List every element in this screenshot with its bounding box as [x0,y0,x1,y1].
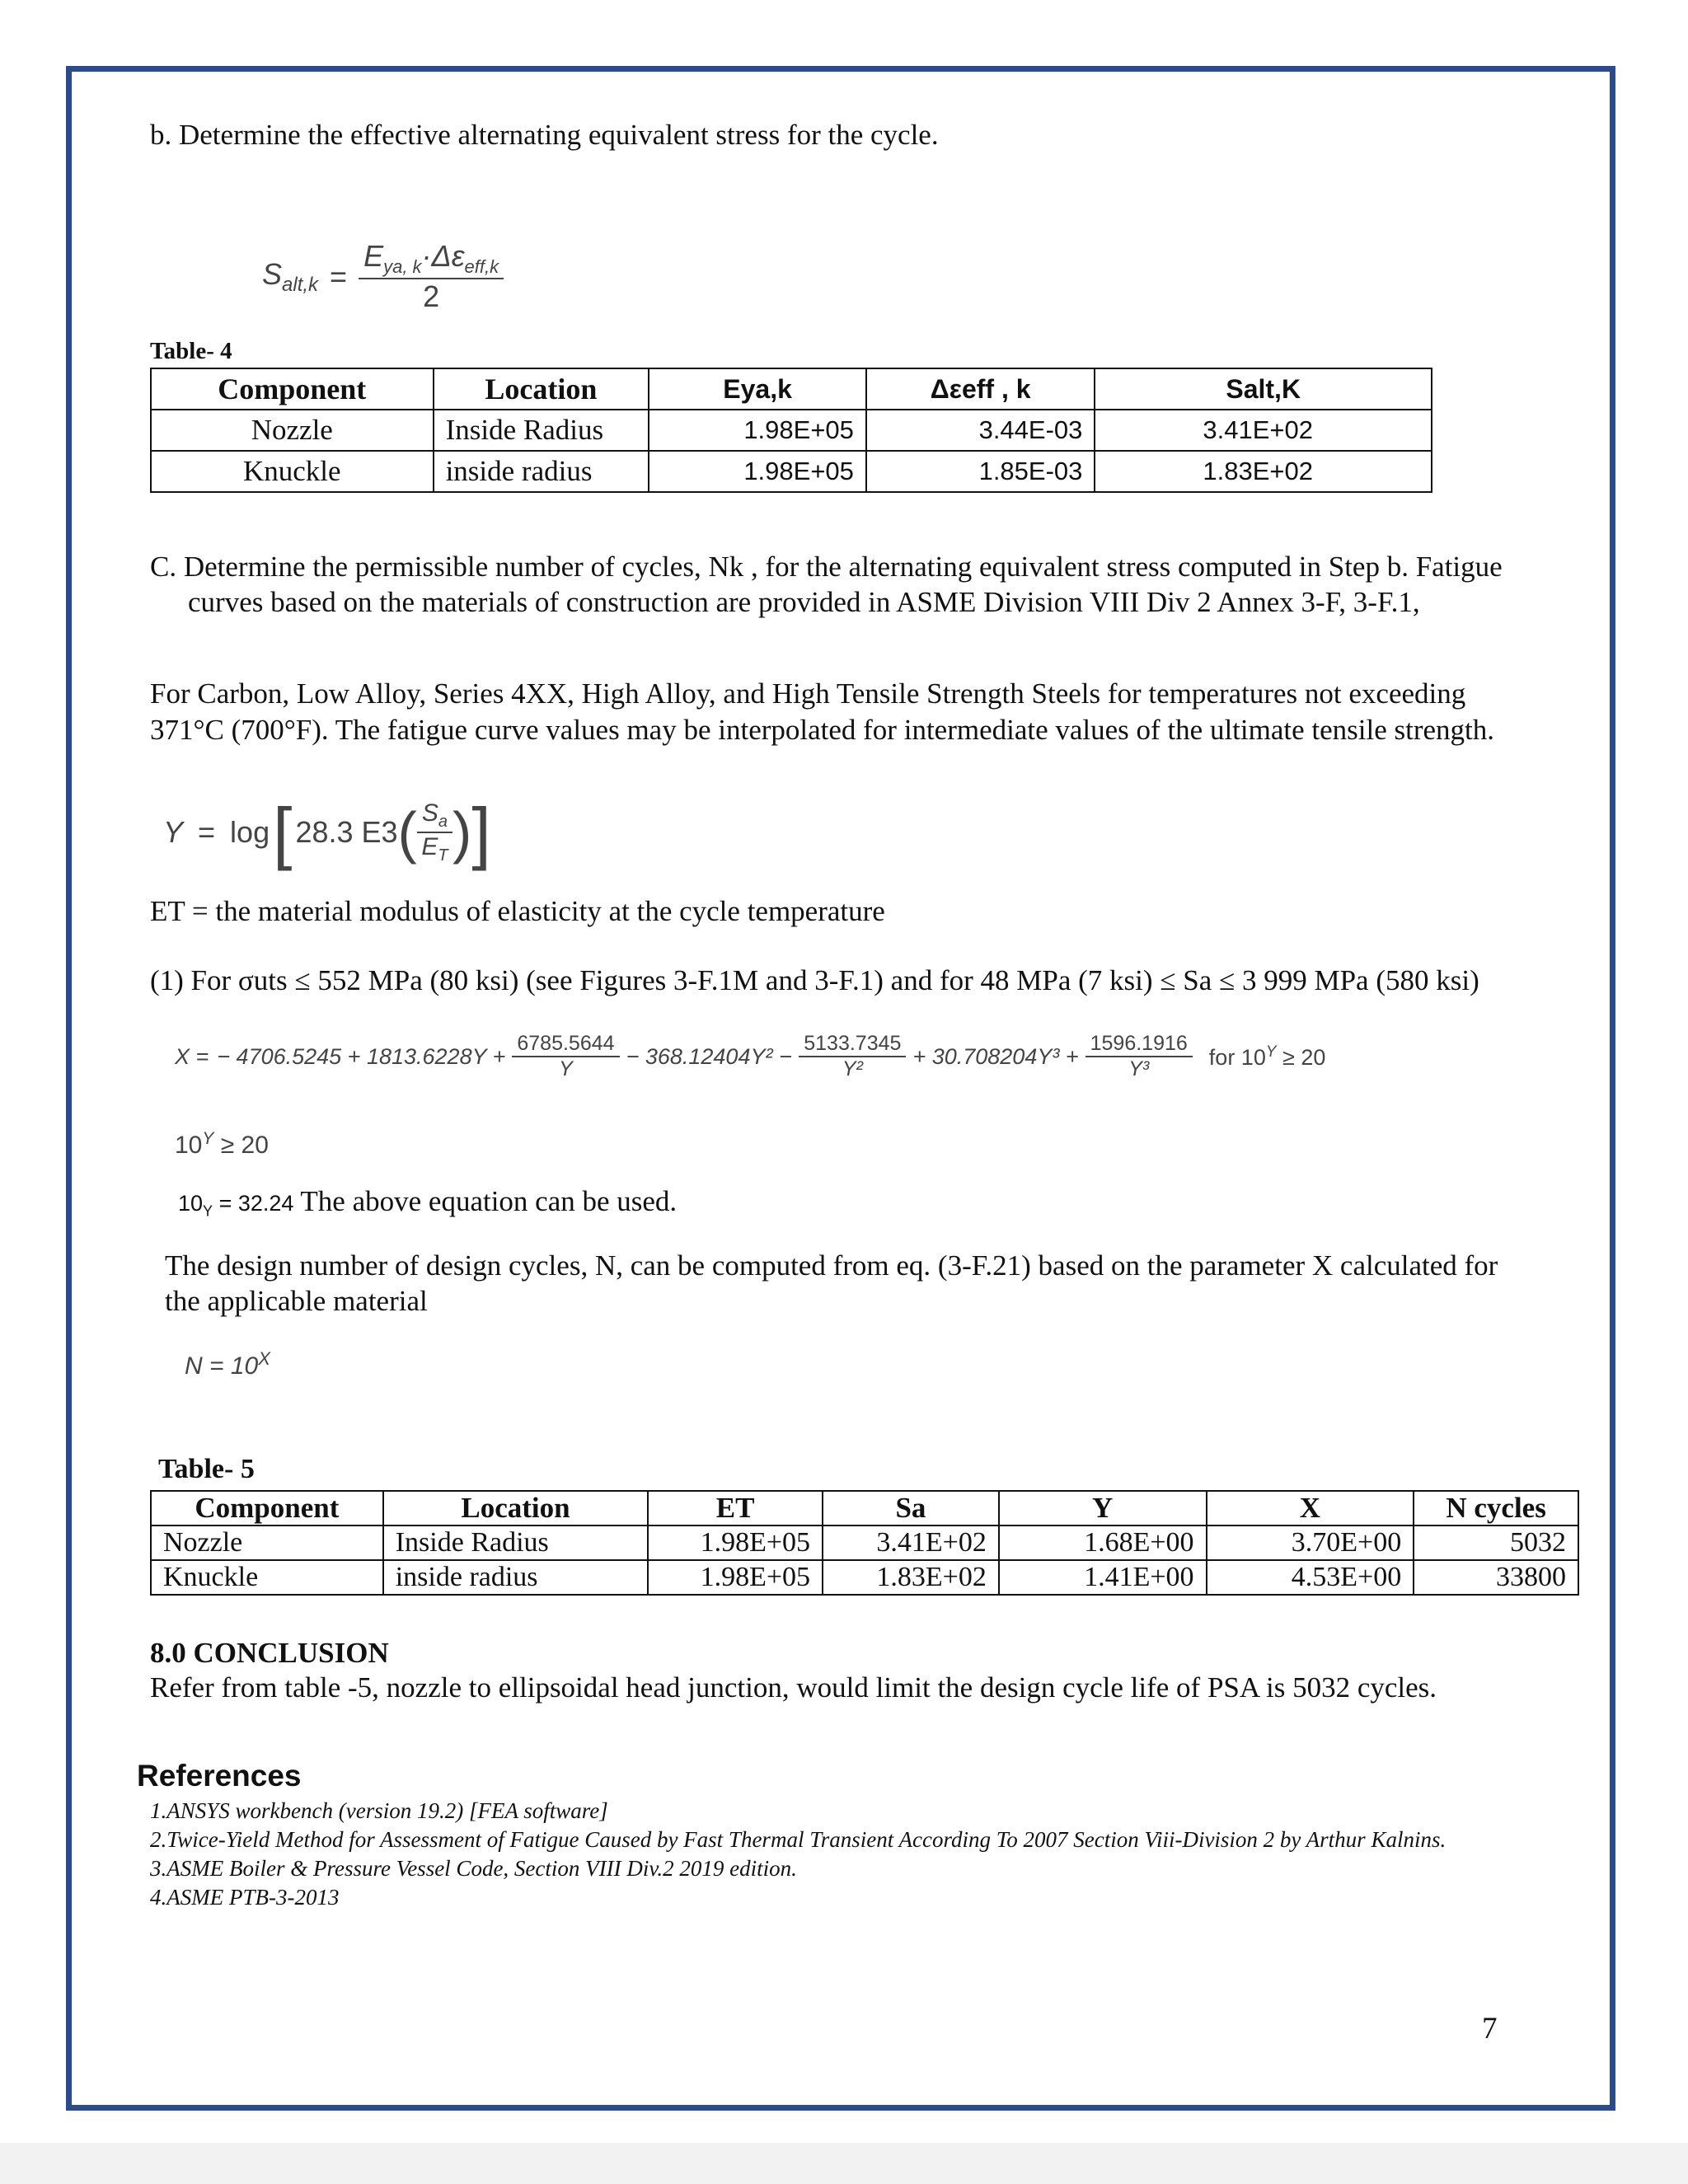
table-cell: 3.70E+00 [1207,1526,1414,1560]
table-cell: 3.44E-03 [866,410,1095,451]
table-header-cell: Sa [823,1491,999,1526]
table-row [151,1526,1578,1560]
table-row [151,451,1432,492]
table-cell: 4.53E+00 [1207,1560,1414,1595]
salt-fraction: $\frac{E_{ya, k}\cdot\Delta\varepsilon_{eff,k}}{2}$ [359,239,504,314]
carbon-para-line-1: For Carbon, Low Alloy, Series 4XX, High Alloy, and High Tensile Strength Steels for temperatures not exceeding [150,677,1466,710]
table-header-cell: Component [151,368,434,410]
table-header-cell: N cycles [1414,1491,1578,1526]
step-c-line-2: curves based on the materials of construction are provided in ASME Division VIII Div 2 Annex 3-F, 3-F.1, [188,586,1420,618]
conclusion-text: Refer from table -5, nozzle to ellipsoidal head junction, would limit the design cycle life of PSA is 5032 cycles. [150,1671,1437,1704]
ten-y-value-line: $10_Y = 32.24$ The above equation can be used. [178,1185,678,1220]
table-5-label: Table- 5 [158,1454,255,1484]
salt-equation: $S_{alt,k}$ = $\frac{E_{ya, k}\cdot\Delta\varepsilon_{eff,k}}{2}$ [262,239,504,314]
conclusion-title: 8.0 CONCLUSION [150,1637,389,1669]
table-4 [150,368,1432,493]
table-cell: 1.98E+05 [649,410,866,451]
n-equation: $N = 10^X$ [185,1348,270,1380]
table-cell: 1.98E+05 [649,451,866,492]
x-equation: X = − 4706.5245 + 1813.6228Y + $\frac{6785.5644}{Y}$ − 368.12404Y² − $\frac{5133.7345}{\text{Y²}}$ + 30.708204Y³ + $\frac{1596.1916}{\text{Y³}}$ for $10^Y \ge 20$ [175,1032,1326,1080]
table-cell: Knuckle [151,451,434,492]
table-header-cell: Component [151,1491,383,1526]
reference-item: 2.Twice-Yield Method for Assessment of Fatigue Caused by Fast Thermal Transient According To 2007 Section Viii-Division 2 by Arthur Kalnins. [150,1827,1447,1852]
et-definition: ET = the material modulus of elasticity at the cycle temperature [150,895,885,927]
reference-item: 3.ASME Boiler & Pressure Vessel Code, Section VIII Div.2 2019 edition. [150,1856,797,1881]
table-cell: Knuckle [151,1560,383,1595]
table-4-label: Table- 4 [150,338,232,364]
design-n-line-1: The design number of design cycles, N, can be computed from eq. (3-F.21) based on the parameter X calculated for [165,1249,1498,1282]
table-header-cell: Δεeff , k [866,368,1095,410]
table-cell: 3.41E+02 [823,1526,999,1560]
table-header-cell: Salt,K [1095,368,1432,410]
table-header-cell: Y [999,1491,1207,1526]
table-header-cell: Location [383,1491,648,1526]
table-cell: inside radius [434,451,649,492]
carbon-para-line-2: 371°C (700°F). The fatigue curve values may be interpolated for intermediate values of the ultimate tensile strength. [150,714,1495,746]
table-cell: 1.68E+00 [999,1526,1207,1560]
page-number: 7 [1482,2012,1498,2046]
table-header-row [151,368,1432,410]
table-cell: Nozzle [151,410,434,451]
table-cell: inside radius [383,1560,648,1595]
table-cell: 1.83E+02 [1095,451,1432,492]
table-cell: 1.83E+02 [823,1560,999,1595]
table-cell: 1.98E+05 [648,1526,823,1560]
step-c-line-1: C. Determine the permissible number of cycles, Nk , for the alternating equivalent stress computed in Step b. Fatigue [150,551,1503,583]
table-5 [150,1490,1579,1596]
step-b-heading: b. Determine the effective alternating equivalent stress for the cycle. [150,119,939,151]
table-cell: 3.41E+02 [1095,410,1432,451]
scan-bottom-margin [0,2143,1688,2184]
table-cell: Nozzle [151,1526,383,1560]
table-cell: 33800 [1414,1560,1578,1595]
table-cell: Inside Radius [383,1526,648,1560]
table-cell: Inside Radius [434,410,649,451]
condition-1: (1) For σuts ≤ 552 MPa (80 ksi) (see Figures 3-F.1M and 3-F.1) and for 48 MPa (7 ksi) ≤ Sa ≤ 3 999 MPa (580 ksi) [150,964,1479,996]
table-header-cell: ET [648,1491,823,1526]
reference-item: 1.ANSYS workbench (version 19.2) [FEA software] [150,1798,608,1823]
table-cell: 5032 [1414,1526,1578,1560]
table-header-row [151,1491,1578,1526]
table-row [151,410,1432,451]
reference-item: 4.ASME PTB-3-2013 [150,1885,340,1910]
table-row [151,1560,1578,1595]
table-cell: 1.41E+00 [999,1560,1207,1595]
table-cell: 1.85E-03 [866,451,1095,492]
salt-lhs: $S_{alt,k}$ [262,256,319,296]
table-cell: 1.98E+05 [648,1560,823,1595]
table-header-cell: X [1207,1491,1414,1526]
y-equation: Y = log [ 28.3 E3 ( $\frac{S_a}{E_T}$ ) ] [163,794,491,871]
condition-repeat: $10^Y \ge 20$ [175,1129,269,1159]
table-header-cell: Location [434,368,649,410]
references-title: References [137,1759,302,1793]
table-header-cell: Eya,k [649,368,866,410]
design-n-line-2: the applicable material [165,1285,428,1317]
